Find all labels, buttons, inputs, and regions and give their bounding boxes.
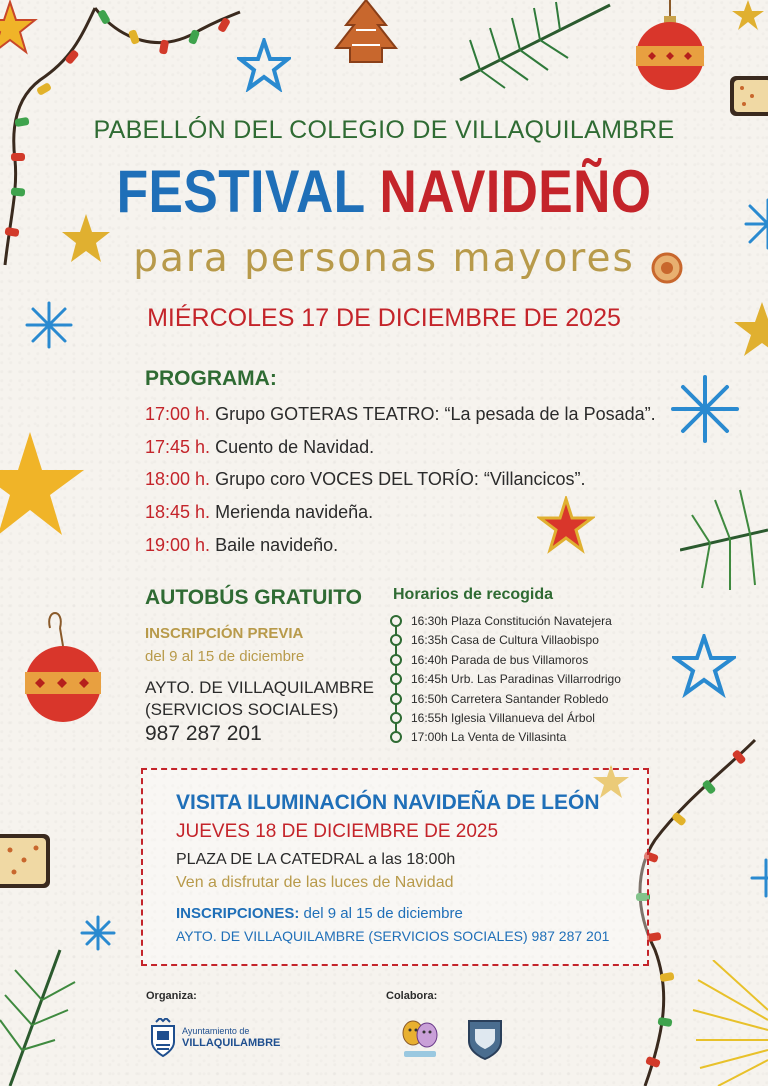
program-text: Merienda navideña.	[215, 502, 374, 522]
office-name: AYTO. DE VILLAQUILAMBRE	[145, 678, 374, 697]
visit-registration-label: INSCRIPCIONES:	[176, 905, 300, 922]
stop-marker-icon	[390, 693, 402, 705]
registration-label: INSCRIPCIÓN PREVIA	[145, 625, 304, 642]
theater-masks-icon	[398, 1017, 442, 1061]
town-crest-icon	[148, 1018, 178, 1058]
program-text: Baile navideño.	[215, 535, 339, 555]
organizer-name-line1: Ayuntamiento de	[182, 1026, 250, 1036]
program-time: 18:00 h.	[145, 469, 211, 489]
star-icon	[728, 0, 768, 30]
festival-title	[54, 158, 714, 225]
gingerbread-cookie-icon	[0, 830, 52, 892]
program-text: Cuento de Navidad.	[215, 437, 375, 457]
program-time: 18:45 h.	[145, 502, 211, 522]
pickup-stop: 16:50h Carretera Santander Robledo	[411, 692, 609, 706]
bus-heading: AUTOBÚS GRATUITO	[145, 586, 363, 609]
gingerbread-cookie-icon	[322, 0, 410, 65]
program-item	[145, 437, 374, 458]
program-time: 17:45 h.	[145, 437, 211, 457]
star-icon	[0, 430, 88, 550]
visit-title: VISITA ILUMINACIÓN NAVIDEÑA DE LEÓN	[176, 791, 600, 814]
venue-heading: PABELLÓN DEL COLEGIO DE VILLAQUILAMBRE	[93, 116, 675, 144]
visit-place: PLAZA DE LA CATEDRAL a las 18:00h	[176, 851, 456, 868]
pickup-stop: 16:30h Plaza Constitución Navatejera	[411, 614, 612, 628]
title-festival: FESTIVAL	[116, 158, 365, 225]
ornament-icon	[20, 608, 106, 728]
pine-branch-icon	[688, 960, 768, 1086]
festival-subtitle: para personas mayores	[133, 236, 635, 281]
program-text: Grupo coro VOCES DEL TORÍO: “Villancicos”.	[215, 469, 586, 489]
program-time: 17:00 h.	[145, 404, 211, 424]
stop-marker-icon	[390, 712, 402, 724]
pickup-stop: 16:55h Iglesia Villanueva del Árbol	[411, 711, 595, 725]
gingerbread-cookie-icon	[728, 72, 768, 120]
visit-registration	[176, 905, 463, 922]
star-icon	[0, 0, 50, 60]
collaborator-label: Colabora:	[386, 990, 438, 1002]
title-navideno: NAVIDEÑO	[379, 158, 652, 225]
organizer-label: Organiza:	[146, 990, 197, 1002]
pine-branch-icon	[680, 470, 768, 600]
stop-marker-icon	[390, 634, 402, 646]
event-date: MIÉRCOLES 17 DE DICIEMBRE DE 2025	[147, 304, 621, 332]
snowflake-icon	[80, 915, 116, 951]
registration-dates: del 9 al 15 de diciembre	[145, 648, 305, 665]
stop-marker-icon	[390, 673, 402, 685]
program-time: 19:00 h.	[145, 535, 211, 555]
visit-tagline: Ven a disfrutar de las luces de Navidad	[176, 874, 454, 891]
program-item	[145, 535, 338, 556]
program-item	[145, 502, 373, 523]
organizer-name-line2: VILLAQUILAMBRE	[182, 1037, 281, 1049]
star-icon	[672, 634, 736, 698]
pickup-stop: 16:45h Urb. Las Paradinas Villarrodrigo	[411, 672, 621, 686]
star-icon	[237, 38, 291, 92]
stop-marker-icon	[390, 615, 402, 627]
pickup-stop: 16:40h Parada de bus Villamoros	[411, 653, 589, 667]
visit-date: JUEVES 18 DE DICIEMBRE DE 2025	[176, 821, 499, 842]
snowflake-icon	[670, 374, 740, 444]
pickup-stop: 17:00h La Venta de Villasinta	[411, 730, 567, 744]
program-item	[145, 469, 586, 490]
pickup-heading: Horarios de recogida	[393, 586, 554, 603]
pine-branch-icon	[450, 0, 620, 90]
stop-marker-icon	[390, 731, 402, 743]
pine-branch-icon	[0, 940, 80, 1086]
pickup-stop: 16:35h Casa de Cultura Villaobispo	[411, 633, 599, 647]
visit-office: AYTO. DE VILLAQUILAMBRE (SERVICIOS SOCIALES) 987 287 201	[176, 928, 610, 944]
program-item	[145, 404, 656, 425]
ornament-icon	[630, 0, 710, 100]
stop-marker-icon	[390, 654, 402, 666]
program-heading: PROGRAMA:	[145, 367, 277, 390]
star-icon	[537, 496, 595, 554]
program-text: Grupo GOTERAS TEATRO: “La pesada de la Posada”.	[215, 404, 656, 424]
office-department: (SERVICIOS SOCIALES)	[145, 700, 339, 719]
phone-number: 987 287 201	[145, 722, 262, 745]
shield-logo-icon	[467, 1017, 503, 1061]
snowflake-icon	[748, 858, 768, 898]
visit-registration-dates: del 9 al 15 de diciembre	[303, 905, 463, 922]
